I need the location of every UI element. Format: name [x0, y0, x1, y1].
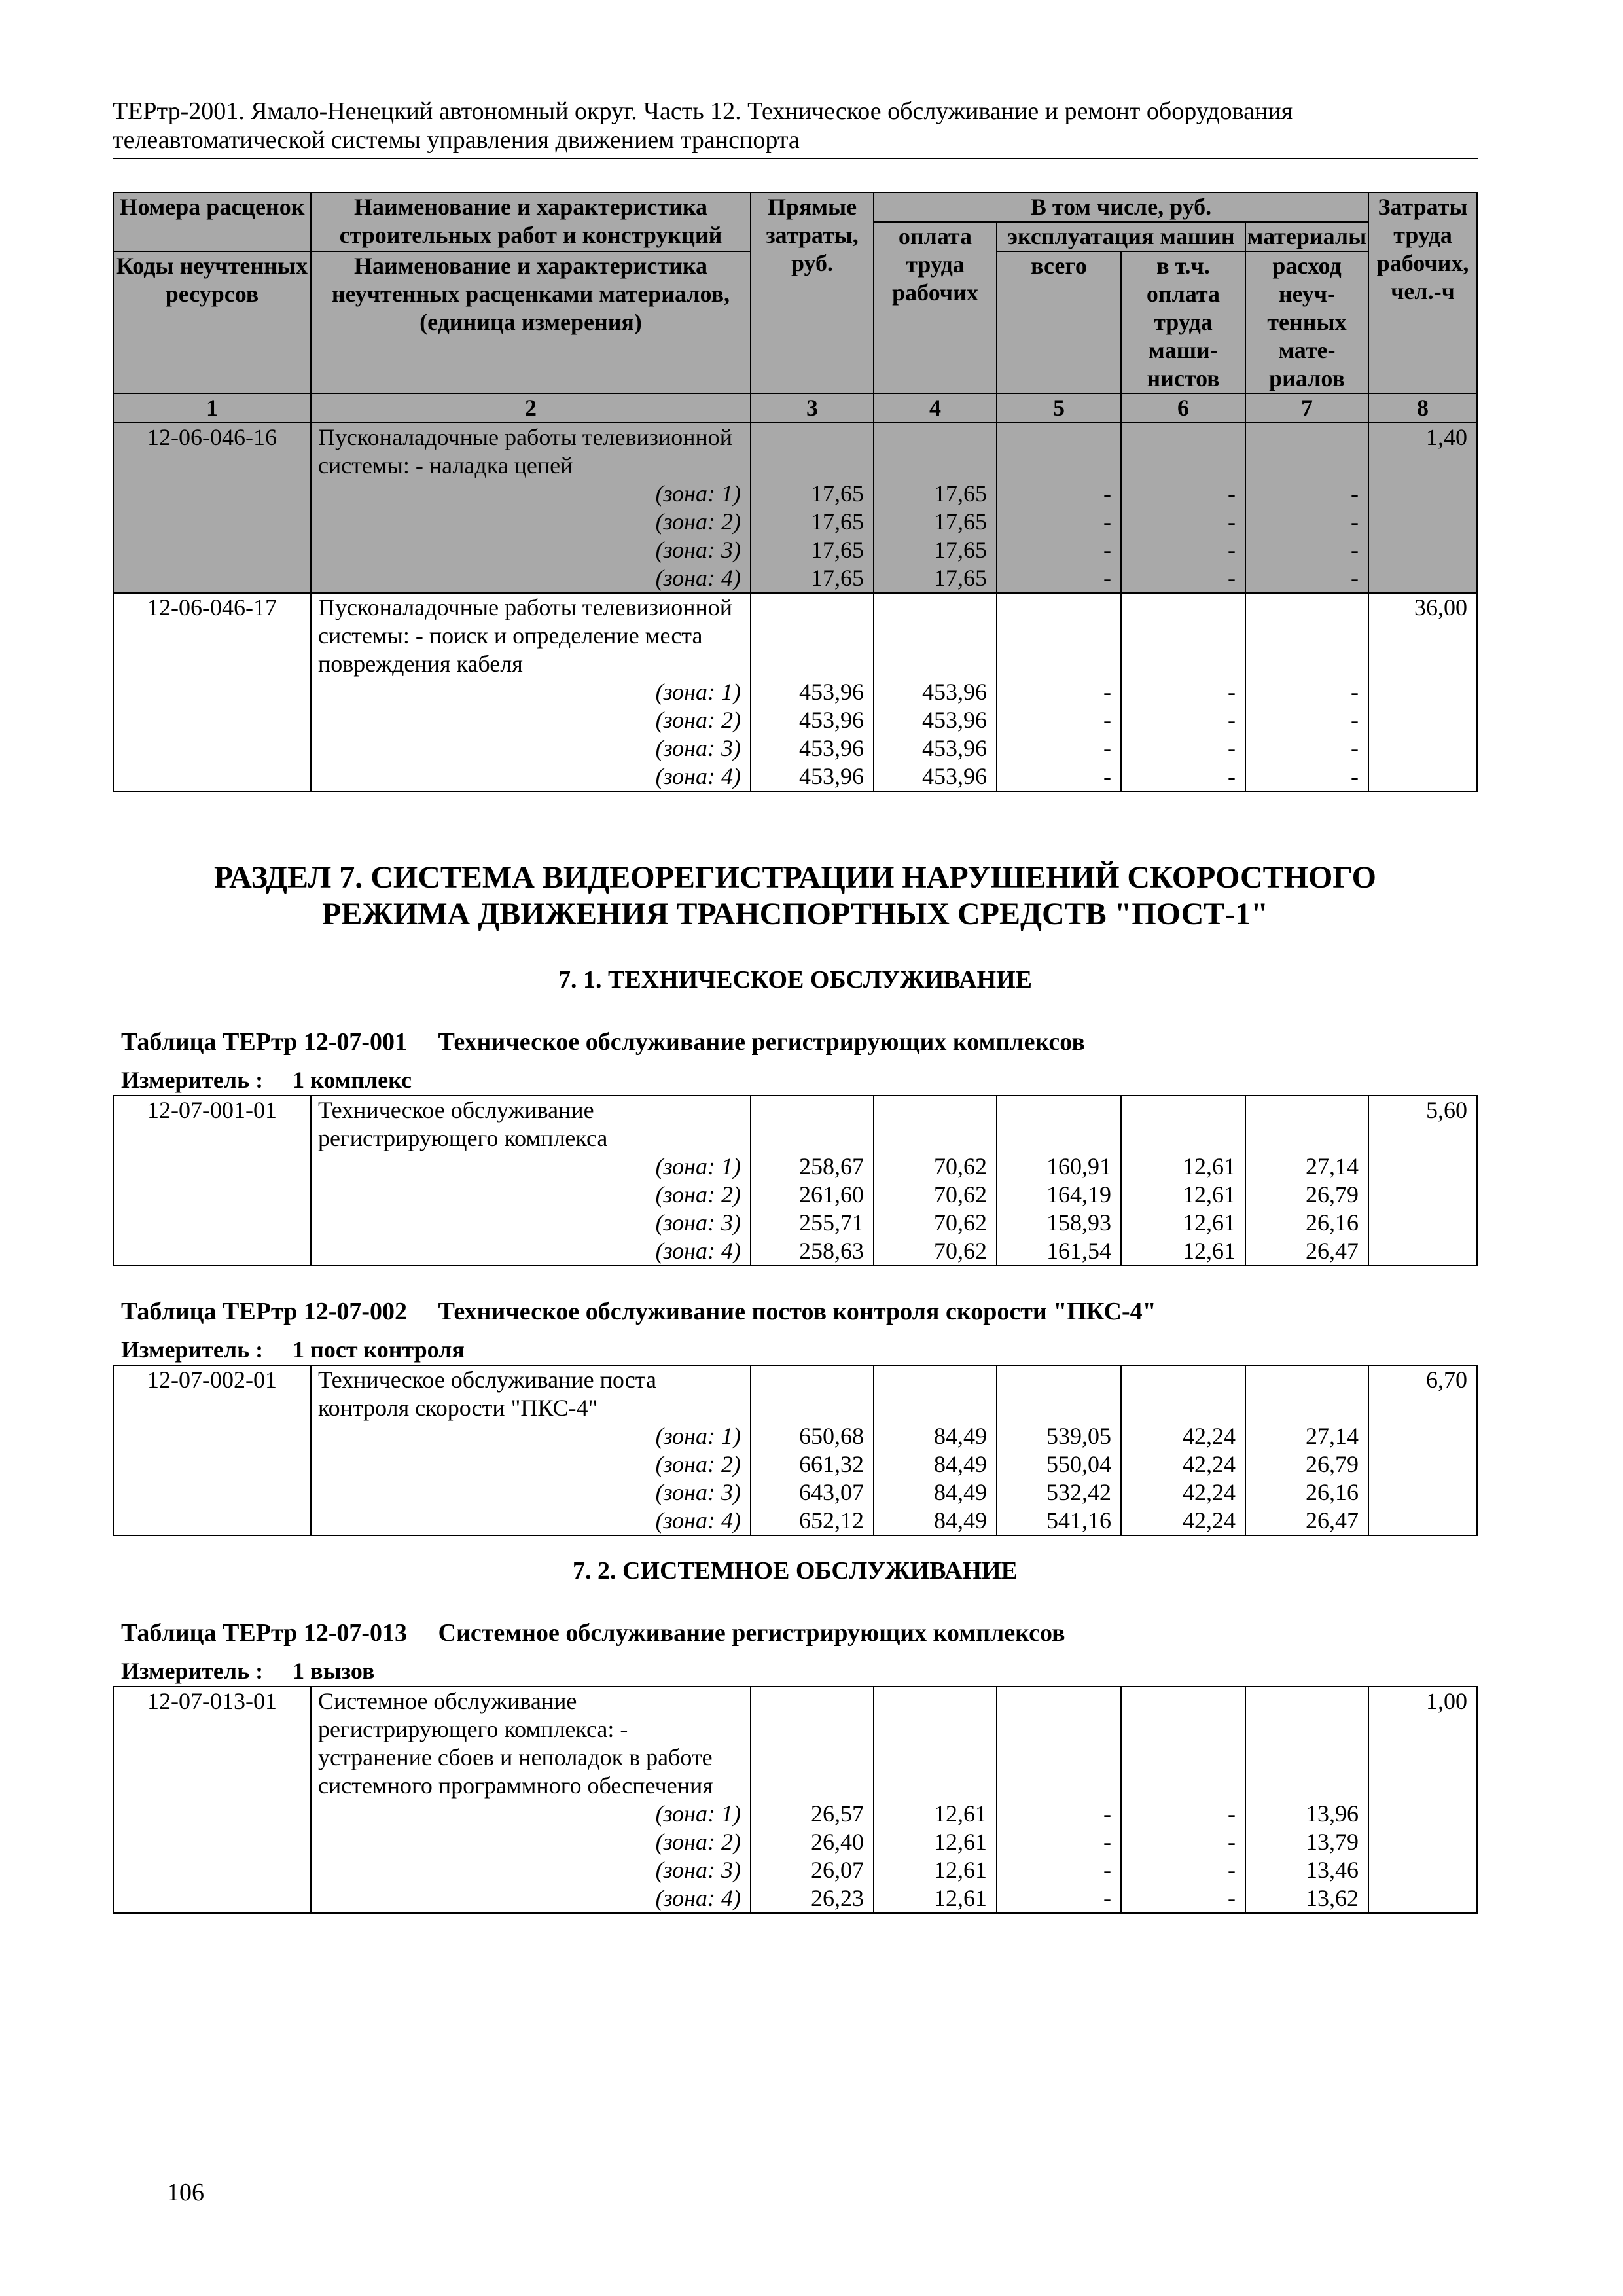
zone-label: (зона: 4) — [655, 1238, 741, 1264]
rate-name: Пусконаладочные работы телевизионной системы: - поиск и определение места повреждения кабеля — [318, 594, 733, 677]
materials-cell — [1245, 1096, 1368, 1266]
cell-value: 164,19 — [1046, 1181, 1111, 1208]
direct-costs-cell — [751, 593, 874, 791]
cell-value: 26,23 — [811, 1885, 864, 1911]
rate-code: 12-07-002-01 — [113, 1365, 311, 1535]
cell-value: 26,47 — [1306, 1238, 1359, 1264]
zone-label: (зона: 1) — [655, 1153, 741, 1179]
zone-label: (зона: 3) — [655, 1210, 741, 1236]
cell-value: 26,07 — [811, 1857, 864, 1883]
cell-value: - — [1103, 763, 1111, 789]
cell-value: 261,60 — [799, 1181, 864, 1208]
machine-total-cell — [997, 1687, 1121, 1913]
rates-table-12-07-002 — [113, 1365, 1478, 1536]
cell-value: 643,07 — [799, 1479, 864, 1505]
machine-total-cell — [997, 593, 1121, 791]
rate-code: 12-06-046-17 — [113, 593, 311, 791]
cell-value: 453,96 — [922, 763, 987, 789]
page-header — [113, 97, 1478, 154]
cell-value: - — [1351, 565, 1359, 591]
cell-value: 161,54 — [1046, 1238, 1111, 1264]
cell-value: 541,16 — [1046, 1507, 1111, 1534]
cell-value: 1,00 — [1426, 1688, 1467, 1714]
cell-value: - — [1228, 1885, 1236, 1911]
operators-pay-cell — [1121, 1096, 1245, 1266]
zone-label: (зона: 2) — [655, 1829, 741, 1855]
cell-value: - — [1103, 537, 1111, 563]
cell-value: - — [1103, 1801, 1111, 1827]
rate-code: 12-07-013-01 — [113, 1687, 311, 1913]
zone-label: (зона: 4) — [655, 763, 741, 789]
cell-value: - — [1228, 1801, 1236, 1827]
cell-value: - — [1228, 480, 1236, 507]
direct-costs-cell — [751, 1365, 874, 1535]
labor-costs-cell — [1368, 593, 1477, 791]
cell-value: 17,65 — [934, 537, 987, 563]
cell-value: 13,79 — [1306, 1829, 1359, 1855]
operators-pay-cell — [1121, 423, 1245, 593]
cell-value: 26,79 — [1306, 1451, 1359, 1477]
zone-label: (зона: 3) — [655, 1857, 741, 1883]
cell-value: 70,62 — [934, 1153, 987, 1179]
header-machine-total: всего — [997, 251, 1121, 393]
table-caption-12-07-013: Таблица ТЕРтр 12-07-013 Системное обслуживание регистрирующих комплексов — [121, 1619, 1065, 1647]
cell-value: - — [1103, 707, 1111, 733]
header-machine-ops: эксплуатация машин — [997, 222, 1245, 251]
cell-value: - — [1351, 679, 1359, 705]
materials-cell — [1245, 1687, 1368, 1913]
col-num-7: 7 — [1245, 393, 1368, 423]
cell-value: - — [1228, 763, 1236, 789]
direct-costs-cell — [751, 1687, 874, 1913]
rates-table-top — [113, 192, 1478, 792]
cell-value: - — [1351, 735, 1359, 761]
labor-pay-cell — [874, 1096, 997, 1266]
cell-value: - — [1103, 1829, 1111, 1855]
measure-12-07-013: Измеритель : 1 вызов — [121, 1658, 375, 1684]
zone-label: (зона: 4) — [655, 565, 741, 591]
subsection-title-7-1: 7. 1. ТЕХНИЧЕСКОЕ ОБСЛУЖИВАНИЕ — [558, 966, 1033, 994]
materials-cell — [1245, 1365, 1368, 1535]
cell-value: 84,49 — [934, 1507, 987, 1534]
materials-cell — [1245, 593, 1368, 791]
col-num-1: 1 — [113, 393, 311, 423]
cell-value: - — [1351, 480, 1359, 507]
cell-value: 12,61 — [934, 1829, 987, 1855]
section-title-line-1: РАЗДЕЛ 7. СИСТЕМА ВИДЕОРЕГИСТРАЦИИ НАРУШЕНИЙ СКОРОСТНОГО — [213, 860, 1377, 895]
cell-value: 12,61 — [934, 1857, 987, 1883]
cell-value: - — [1103, 480, 1111, 507]
cell-value: 26,16 — [1306, 1479, 1359, 1505]
cell-value: 453,96 — [799, 707, 864, 733]
rate-name: Техническое обслуживание регистрирующего комплекса — [318, 1097, 608, 1151]
subsection-title-7-2: 7. 2. СИСТЕМНОЕ ОБСЛУЖИВАНИЕ — [572, 1557, 1018, 1585]
cell-value: 27,14 — [1306, 1423, 1359, 1449]
materials-cell — [1245, 423, 1368, 593]
col-num-8: 8 — [1368, 393, 1477, 423]
rate-name: Техническое обслуживание поста контроля скорости "ПКС-4" — [318, 1367, 656, 1421]
rate-description — [311, 1365, 751, 1535]
header-line-2: телеавтоматической системы управления движением транспорта — [113, 126, 800, 154]
labor-costs-cell — [1368, 423, 1477, 593]
cell-value: 255,71 — [799, 1210, 864, 1236]
rate-code: 12-06-046-16 — [113, 423, 311, 593]
cell-value: - — [1103, 509, 1111, 535]
cell-value: 42,24 — [1183, 1451, 1236, 1477]
header-resource-name: Наименование и характеристика неучтенных расценками материалов, (единица измерения) — [311, 251, 751, 393]
operators-pay-cell — [1121, 1687, 1245, 1913]
header-including: В том числе, руб. — [874, 192, 1368, 222]
cell-value: 26,16 — [1306, 1210, 1359, 1236]
cell-value: 6,70 — [1426, 1367, 1467, 1393]
page-number: 106 — [167, 2179, 204, 2206]
zone-label: (зона: 1) — [655, 1801, 741, 1827]
cell-value: 650,68 — [799, 1423, 864, 1449]
operators-pay-cell — [1121, 1365, 1245, 1535]
cell-value: 26,47 — [1306, 1507, 1359, 1534]
cell-value: 70,62 — [934, 1210, 987, 1236]
cell-value: 532,42 — [1046, 1479, 1111, 1505]
header-line-1: ТЕРтр-2001. Ямало-Ненецкий автономный округ. Часть 12. Техническое обслуживание и ремонт оборудования — [113, 98, 1293, 125]
zone-label: (зона: 3) — [655, 735, 741, 761]
header-rate-numbers: Номера расценок — [113, 192, 311, 251]
rate-description — [311, 593, 751, 791]
zone-label: (зона: 4) — [655, 1507, 741, 1534]
cell-value: 84,49 — [934, 1451, 987, 1477]
section-title-line-2: РЕЖИМА ДВИЖЕНИЯ ТРАНСПОРТНЫХ СРЕДСТВ "ПОСТ-1" — [322, 897, 1268, 931]
rate-description — [311, 1096, 751, 1266]
cell-value: 17,65 — [934, 480, 987, 507]
rate-description — [311, 1687, 751, 1913]
cell-value: 27,14 — [1306, 1153, 1359, 1179]
col-num-5: 5 — [997, 393, 1121, 423]
cell-value: - — [1228, 537, 1236, 563]
rate-name: Системное обслуживание регистрирующего комплекса: - устранение сбоев и неполадок в работе системного программного обеспечения — [318, 1688, 713, 1799]
cell-value: 13,62 — [1306, 1885, 1359, 1911]
cell-value: - — [1351, 763, 1359, 789]
header-labor-pay: оплата труда рабочих — [874, 222, 997, 393]
measure-12-07-001: Измеритель : 1 комплекс — [121, 1067, 412, 1093]
cell-value: 453,96 — [799, 735, 864, 761]
cell-value: - — [1103, 1885, 1111, 1911]
header-rule — [113, 158, 1478, 159]
cell-value: 84,49 — [934, 1479, 987, 1505]
labor-pay-cell — [874, 1687, 997, 1913]
col-num-6: 6 — [1121, 393, 1245, 423]
cell-value: 13,96 — [1306, 1801, 1359, 1827]
machine-total-cell — [997, 1365, 1121, 1535]
zone-label: (зона: 1) — [655, 480, 741, 507]
labor-pay-cell — [874, 593, 997, 791]
labor-costs-cell — [1368, 1687, 1477, 1913]
labor-costs-cell — [1368, 1096, 1477, 1266]
cell-value: 453,96 — [922, 735, 987, 761]
cell-value: 12,61 — [1183, 1153, 1236, 1179]
header-labor-costs: Затраты труда рабочих, чел.-ч — [1368, 192, 1477, 393]
cell-value: 12,61 — [934, 1801, 987, 1827]
rates-table-12-07-001 — [113, 1095, 1478, 1266]
table-row — [113, 1365, 1477, 1535]
zone-label: (зона: 3) — [655, 537, 741, 563]
header-operators-pay: в т.ч. оплата труда маши-нистов — [1121, 251, 1245, 393]
direct-costs-cell — [751, 1096, 874, 1266]
cell-value: 26,57 — [811, 1801, 864, 1827]
cell-value: 70,62 — [934, 1181, 987, 1208]
cell-value: 12,61 — [934, 1885, 987, 1911]
cell-value: 661,32 — [799, 1451, 864, 1477]
direct-costs-cell — [751, 423, 874, 593]
cell-value: 453,96 — [799, 679, 864, 705]
table-row — [113, 423, 1477, 593]
cell-value: 160,91 — [1046, 1153, 1111, 1179]
cell-value: - — [1228, 509, 1236, 535]
header-direct-costs: Прямые затраты, руб. — [751, 192, 874, 393]
cell-value: - — [1228, 1829, 1236, 1855]
table-caption-12-07-001: Таблица ТЕРтр 12-07-001 Техническое обслуживание регистрирующих комплексов — [121, 1028, 1085, 1056]
cell-value: 12,61 — [1183, 1210, 1236, 1236]
cell-value: 652,12 — [799, 1507, 864, 1534]
cell-value: 258,67 — [799, 1153, 864, 1179]
zone-label: (зона: 4) — [655, 1885, 741, 1911]
cell-value: 539,05 — [1046, 1423, 1111, 1449]
cell-value: - — [1351, 707, 1359, 733]
cell-value: 17,65 — [811, 537, 864, 563]
zone-label: (зона: 1) — [655, 679, 741, 705]
cell-value: - — [1103, 1857, 1111, 1883]
cell-value: 70,62 — [934, 1238, 987, 1264]
cell-value: - — [1103, 735, 1111, 761]
cell-value: - — [1351, 537, 1359, 563]
col-num-2: 2 — [311, 393, 751, 423]
cell-value: 84,49 — [934, 1423, 987, 1449]
zone-label: (зона: 2) — [655, 509, 741, 535]
measure-12-07-002: Измеритель : 1 пост контроля — [121, 1336, 465, 1363]
labor-pay-cell — [874, 1365, 997, 1535]
col-num-4: 4 — [874, 393, 997, 423]
cell-value: 42,24 — [1183, 1479, 1236, 1505]
cell-value: - — [1228, 707, 1236, 733]
zone-label: (зона: 2) — [655, 1181, 741, 1208]
machine-total-cell — [997, 423, 1121, 593]
table-row — [113, 1687, 1477, 1913]
cell-value: 17,65 — [934, 565, 987, 591]
cell-value: 258,63 — [799, 1238, 864, 1264]
labor-costs-cell — [1368, 1365, 1477, 1535]
cell-value: 13,46 — [1306, 1857, 1359, 1883]
cell-value: 453,96 — [799, 763, 864, 789]
cell-value: 453,96 — [922, 679, 987, 705]
cell-value: 158,93 — [1046, 1210, 1111, 1236]
section-title — [113, 859, 1478, 933]
cell-value: 12,61 — [1183, 1181, 1236, 1208]
rate-name: Пусконаладочные работы телевизионной системы: - наладка цепей — [318, 424, 733, 478]
cell-value: - — [1351, 509, 1359, 535]
cell-value: 17,65 — [811, 565, 864, 591]
cell-value: 17,65 — [811, 480, 864, 507]
cell-value: 17,65 — [934, 509, 987, 535]
cell-value: 36,00 — [1414, 594, 1468, 620]
cell-value: - — [1228, 565, 1236, 591]
cell-value: 1,40 — [1426, 424, 1468, 450]
zone-label: (зона: 1) — [655, 1423, 741, 1449]
cell-value: 42,24 — [1183, 1507, 1236, 1534]
cell-value: - — [1103, 565, 1111, 591]
table-row — [113, 593, 1477, 791]
table-caption-12-07-002: Таблица ТЕРтр 12-07-002 Техническое обслуживание постов контроля скорости "ПКС-4" — [121, 1298, 1156, 1325]
header-codes: Коды неучтенных ресурсов — [113, 251, 311, 393]
table-row — [113, 1096, 1477, 1266]
zone-label: (зона: 2) — [655, 1451, 741, 1477]
zone-label: (зона: 2) — [655, 707, 741, 733]
rate-code: 12-07-001-01 — [113, 1096, 311, 1266]
cell-value: 26,79 — [1306, 1181, 1359, 1208]
cell-value: - — [1228, 1857, 1236, 1883]
cell-value: 12,61 — [1183, 1238, 1236, 1264]
cell-value: 26,40 — [811, 1829, 864, 1855]
cell-value: 42,24 — [1183, 1423, 1236, 1449]
cell-value: - — [1228, 679, 1236, 705]
header-materials: материалы — [1245, 222, 1368, 251]
labor-pay-cell — [874, 423, 997, 593]
cell-value: - — [1228, 735, 1236, 761]
cell-value: 453,96 — [922, 707, 987, 733]
cell-value: - — [1103, 679, 1111, 705]
header-work-name: Наименование и характеристика строительных работ и конструкций — [311, 192, 751, 251]
operators-pay-cell — [1121, 593, 1245, 791]
rates-table-12-07-013 — [113, 1686, 1478, 1914]
cell-value: 5,60 — [1426, 1097, 1467, 1123]
cell-value: 17,65 — [811, 509, 864, 535]
rate-description — [311, 423, 751, 593]
header-unaccounted-materials: расход неуч-тенных мате-риалов — [1245, 251, 1368, 393]
zone-label: (зона: 3) — [655, 1479, 741, 1505]
cell-value: 550,04 — [1046, 1451, 1111, 1477]
machine-total-cell — [997, 1096, 1121, 1266]
col-num-3: 3 — [751, 393, 874, 423]
